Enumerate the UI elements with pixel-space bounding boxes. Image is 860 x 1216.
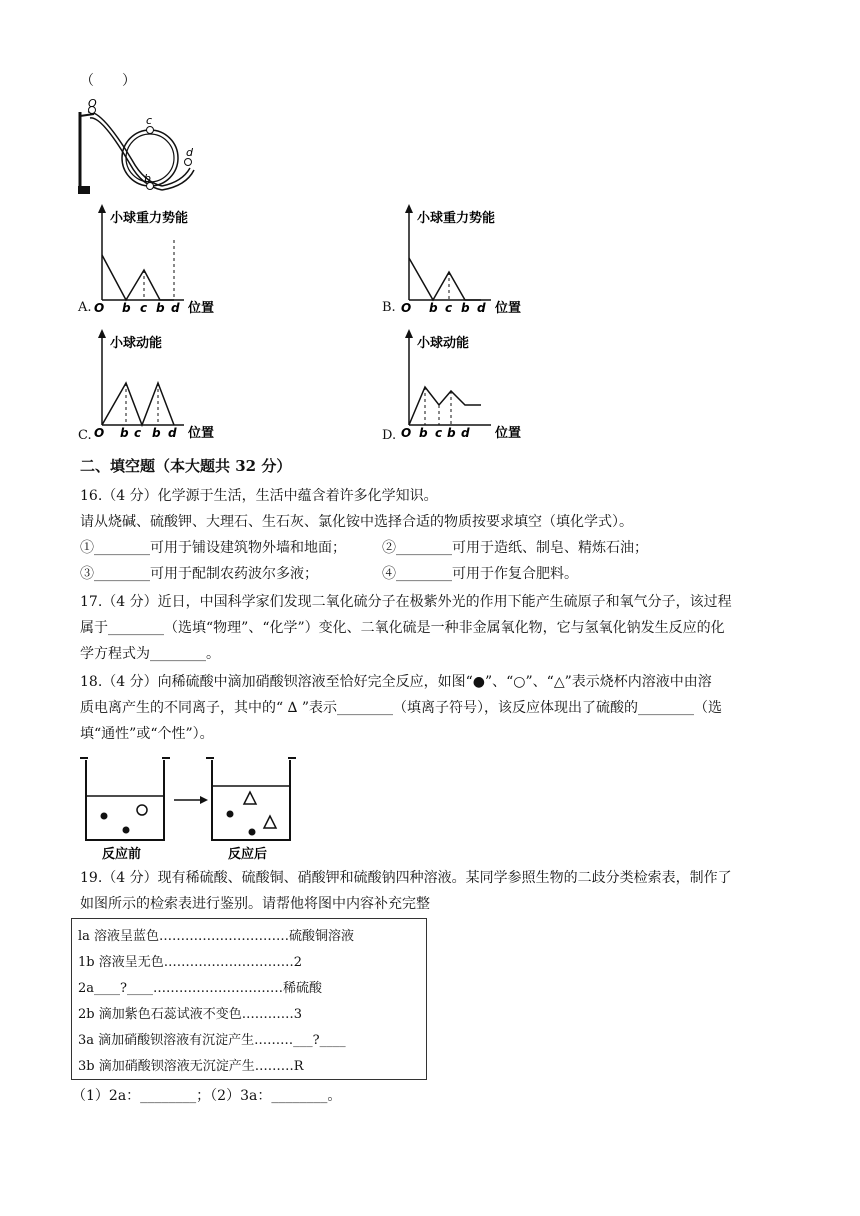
ion-dot bbox=[249, 829, 256, 836]
svg-text:b: b bbox=[429, 301, 438, 315]
option-d-graph bbox=[395, 325, 555, 440]
q16-item-3: ③________可用于配制农药波尔多液； bbox=[80, 566, 318, 582]
q17-line-2: 属于________（选填“物理”、“化学”）变化、二氧化硫是一种非金属氧化物，它与氢氧化钠发生反应的化 bbox=[80, 620, 725, 636]
svg-text:O: O bbox=[94, 426, 105, 440]
q17-line-1: 17.（4 分）近日，中国科学家们发现二氧化硫分子在极紫外光的作用下能产生硫原子和氧气分子，该过程 bbox=[80, 594, 732, 610]
svg-text:c: c bbox=[445, 301, 453, 315]
option-b-ylabel: 小球重力势能 bbox=[417, 211, 496, 226]
svg-text:d: d bbox=[168, 426, 177, 440]
option-d-curve bbox=[409, 387, 481, 425]
key-row-2b: 2b 滴加紫色石蕊试液不变色…………3 bbox=[78, 1007, 302, 1022]
option-a-ylabel: 小球重力势能 bbox=[110, 211, 189, 226]
svg-text:b: b bbox=[461, 301, 470, 315]
q16-stem: 16.（4 分）化学源于生活，生活中蕴含着许多化学知识。 bbox=[80, 488, 438, 504]
key-row-1a: la 溶液呈蓝色…………………………硫酸铜溶液 bbox=[78, 929, 355, 944]
svg-text:b: b bbox=[122, 301, 131, 315]
ion-circle-open bbox=[137, 805, 147, 815]
svg-text:O: O bbox=[94, 301, 105, 315]
label-b: b bbox=[144, 172, 151, 185]
svg-text:c: c bbox=[435, 426, 443, 440]
dichotomous-key-table bbox=[71, 918, 427, 1080]
option-b-curve bbox=[409, 258, 481, 300]
svg-text:d: d bbox=[461, 426, 470, 440]
option-c-letter[interactable]: C. bbox=[78, 428, 92, 443]
q16-item-2: ②________可用于造纸、制皂、精炼石油； bbox=[382, 540, 648, 556]
svg-text:b: b bbox=[152, 426, 161, 440]
q17-line-3: 学方程式为________。 bbox=[80, 646, 220, 662]
label-o: O bbox=[88, 98, 97, 110]
option-c-curve bbox=[102, 383, 174, 425]
q16-instruction: 请从烧碱、硫酸钾、大理石、生石灰、氯化铵中选择合适的物质按要求填空（填化学式）。 bbox=[80, 514, 633, 530]
q18-line-1: 18.（4 分）向稀硫酸中滴加硝酸钡溶液至恰好完全反应，如图“●”、“○”、“△”表示烧杯内溶液中由溶 bbox=[80, 674, 712, 690]
q16-item-1: ①________可用于铺设建筑物外墙和地面； bbox=[80, 540, 346, 556]
q16-item-4: ④________可用于作复合肥料。 bbox=[382, 566, 578, 582]
key-row-3a: 3a 滴加硝酸钡溶液有沉淀产生………___?____ bbox=[78, 1033, 346, 1048]
option-b-letter[interactable]: B. bbox=[382, 300, 396, 315]
svg-text:O: O bbox=[401, 301, 412, 315]
ion-triangle bbox=[244, 792, 256, 804]
option-a-xlabel: 位置 bbox=[188, 301, 215, 315]
svg-text:d: d bbox=[477, 301, 486, 315]
svg-text:d: d bbox=[171, 301, 180, 315]
track-apparatus-figure bbox=[72, 98, 212, 198]
ion-dot bbox=[101, 813, 108, 820]
q18-line-3: 填“通性”或“个性”）。 bbox=[80, 726, 214, 742]
svg-text:c: c bbox=[134, 426, 142, 440]
option-a-letter[interactable]: A. bbox=[78, 300, 92, 315]
ball-c bbox=[147, 127, 154, 134]
beaker-figure bbox=[78, 752, 308, 864]
svg-text:b: b bbox=[156, 301, 165, 315]
label-c: c bbox=[146, 114, 153, 127]
q19-line-2: 如图所示的检索表进行鉴别。请帮他将图中内容补充完整 bbox=[80, 896, 430, 912]
option-b-xlabel: 位置 bbox=[495, 301, 522, 315]
svg-text:b: b bbox=[120, 426, 129, 440]
option-c-ylabel: 小球动能 bbox=[110, 336, 163, 351]
key-row-2a: 2a____?____…………………………稀硫酸 bbox=[78, 981, 322, 996]
after-label: 反应后 bbox=[228, 847, 268, 862]
before-label: 反应前 bbox=[102, 847, 142, 862]
option-a-curve bbox=[102, 255, 174, 300]
option-d-xlabel: 位置 bbox=[495, 426, 522, 440]
option-b-graph bbox=[395, 200, 555, 315]
option-a-graph bbox=[88, 200, 248, 315]
key-row-1b: 1b 溶液呈无色…………………………2 bbox=[78, 955, 302, 970]
label-d: d bbox=[186, 146, 193, 159]
answer-paren: （ ） bbox=[80, 73, 136, 89]
ion-triangle bbox=[264, 816, 276, 828]
svg-text:O: O bbox=[401, 426, 412, 440]
svg-text:b: b bbox=[447, 426, 456, 440]
q18-line-2: 质电离产生的不同离子，其中的“ ∆ ”表示________（填离子符号），该反应体现出了硫酸的________（选 bbox=[80, 700, 722, 716]
stand-base bbox=[78, 186, 90, 194]
option-c-graph bbox=[88, 325, 248, 440]
ion-dot bbox=[123, 827, 130, 834]
option-c-xlabel: 位置 bbox=[188, 426, 215, 440]
section-heading: 二、填空题（本大题共 32 分） bbox=[80, 457, 292, 475]
key-row-3b: 3b 滴加硝酸钡溶液无沉淀产生………R bbox=[78, 1059, 304, 1074]
q19-answer: （1）2a：________；（2）3a：________。 bbox=[72, 1088, 342, 1104]
q19-line-1: 19.（4 分）现有稀硫酸、硫酸铜、硝酸钾和硫酸钠四种溶液。某同学参照生物的二歧分类检索表，制作了 bbox=[80, 870, 732, 886]
option-d-ylabel: 小球动能 bbox=[417, 336, 470, 351]
option-d-letter[interactable]: D. bbox=[382, 428, 397, 443]
svg-text:c: c bbox=[140, 301, 148, 315]
ion-dot bbox=[227, 811, 234, 818]
ball-d bbox=[185, 159, 192, 166]
svg-text:b: b bbox=[419, 426, 428, 440]
